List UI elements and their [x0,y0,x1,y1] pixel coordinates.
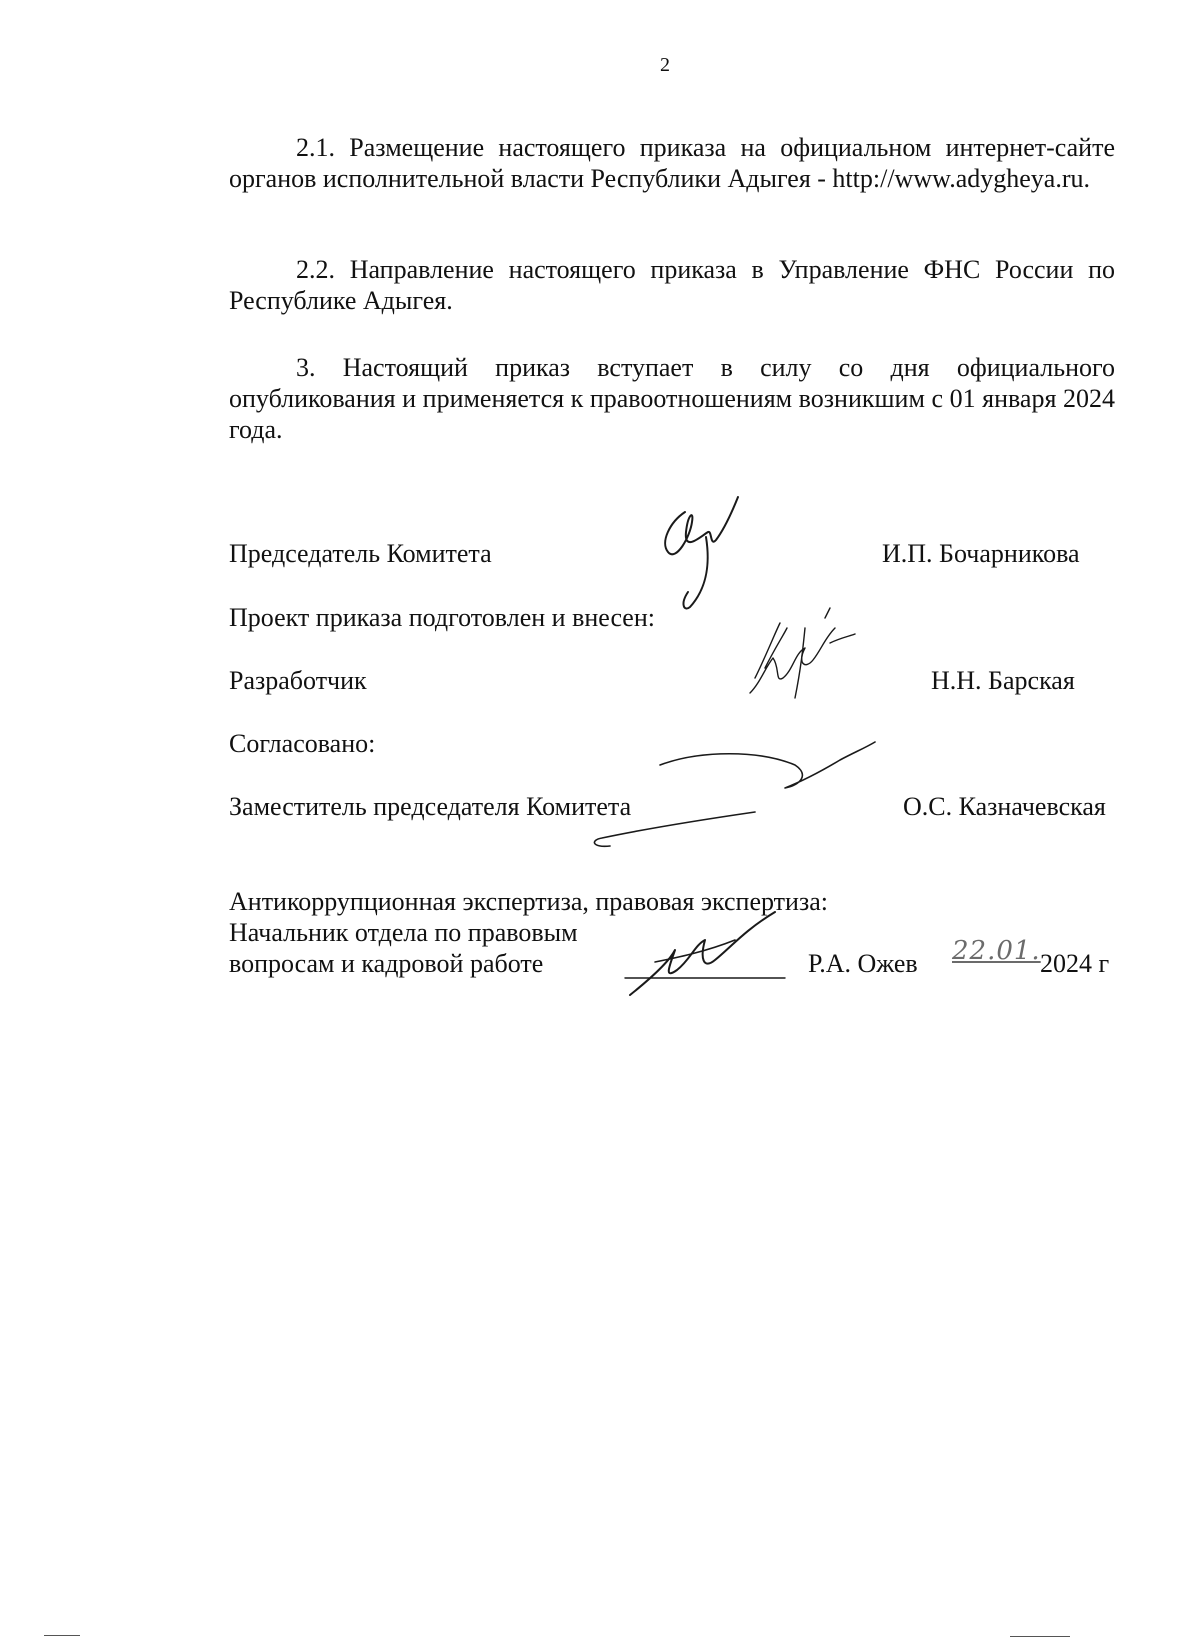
deputy-signature [580,720,910,860]
head-name: Р.А. Ожев [808,949,918,978]
head-title-line-1: Начальник отдела по правовым [229,918,578,947]
year-suffix: 2024 г [1040,949,1110,978]
chairman-title: Председатель Комитета [229,539,492,568]
prepared-by-label: Проект приказа подготовлен и внесен: [229,603,655,632]
head-title-line-2: вопросам и кадровой работе [229,949,544,978]
developer-title: Разработчик [229,666,367,695]
chairman-name: И.П. Бочарникова [882,539,1080,568]
agreed-label: Согласовано: [229,729,376,758]
paragraph-2-1 [229,132,1115,194]
paragraph-2-2-text: 2.2. Направление настоящего приказа в Управление ФНС России по Республике Адыгея. [229,255,1115,315]
paragraph-2-1-text: 2.1. Размещение настоящего приказа на официальном интернет-сайте органов исполнительной власти Республики Адыгея - http://www.adygheya.ru. [229,133,1115,193]
handwritten-date: 22.01. [952,936,1041,966]
paragraph-2-2 [229,254,1115,316]
deputy-title: Заместитель председателя Комитета [229,792,632,821]
developer-name: Н.Н. Барская [931,666,1075,695]
paragraph-3 [229,352,1115,445]
page-number: 2 [660,54,670,76]
expertise-title: Антикоррупционная экспертиза, правовая экспертиза: [229,887,828,916]
head-signature [615,900,795,1000]
paragraph-3-text: 3. Настоящий приказ вступает в силу со дня официального опубликования и применяется к правоотношениям возникшим с 01 января 2024 года. [229,353,1115,444]
scan-mark [1010,1636,1070,1637]
scan-mark [44,1635,80,1636]
developer-signature [735,598,865,718]
deputy-name: О.С. Казначевская [903,792,1106,821]
